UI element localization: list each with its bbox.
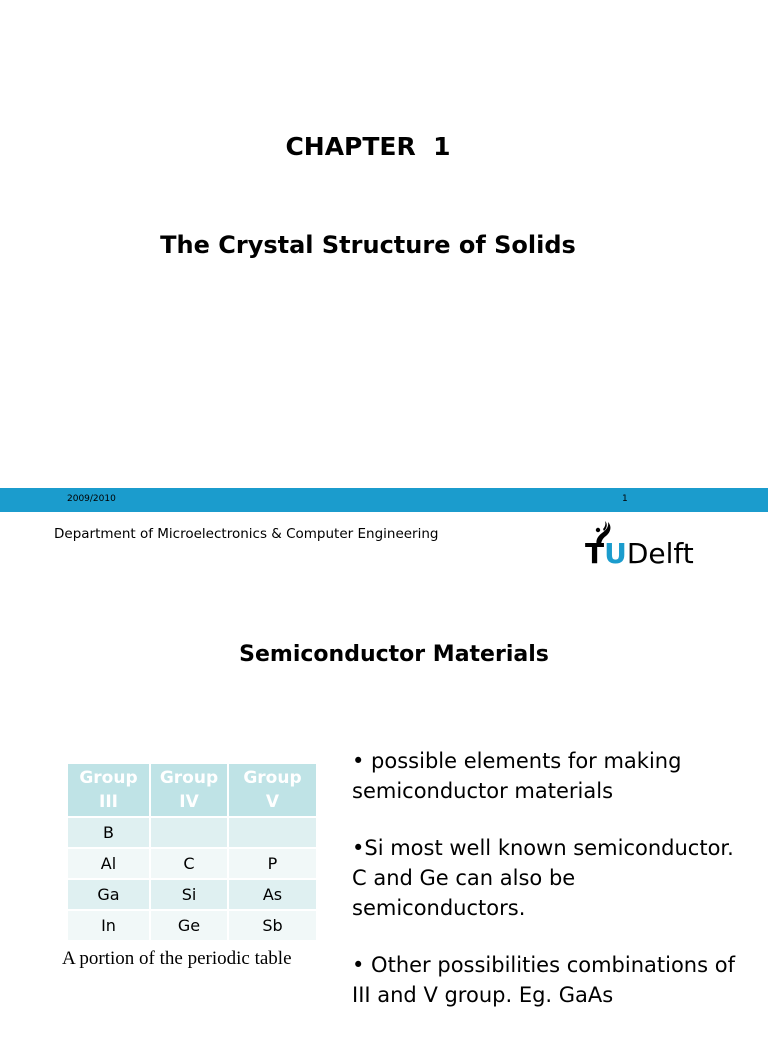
bullet-item: • possible elements for making semiconductor materials (352, 749, 682, 803)
table-row (67, 910, 317, 941)
footer-page-number: 1 (622, 494, 628, 504)
tudelft-wordmark: TUDelft (585, 537, 694, 570)
bullet-item: • Other possibilities combinations of III and V group. Eg. GaAs (352, 953, 735, 1007)
bullet-item: •Si most well known semiconductor. C and Ge can also be semiconductors. (352, 836, 734, 920)
table-cell: Si (150, 879, 228, 910)
tudelft-logo (585, 520, 715, 580)
table-row (67, 817, 317, 848)
table-cell: Ga (67, 879, 150, 910)
table-cell: Al (67, 848, 150, 879)
table-cell: C (150, 848, 228, 879)
table-cell: As (228, 879, 317, 910)
bullet-list (352, 746, 752, 1037)
table-cell: Ge (150, 910, 228, 941)
table-cell: B (67, 817, 150, 848)
department-name: Department of Microelectronics & Computer Engineering (54, 526, 439, 542)
table-header-cell: Group III (67, 763, 150, 817)
table-row (67, 879, 317, 910)
table-row (67, 848, 317, 879)
table-header-cell: Group IV (150, 763, 228, 817)
chapter-subtitle: The Crystal Structure of Solids (160, 231, 576, 259)
footer-date: 2009/2010 (67, 494, 116, 504)
table-cell: P (228, 848, 317, 879)
table-header-row (67, 763, 317, 817)
table-cell: Sb (228, 910, 317, 941)
chapter-title: CHAPTER 1 (285, 132, 451, 161)
slide-chapter-title (0, 0, 768, 512)
footer-bar (0, 488, 768, 512)
table-cell (228, 817, 317, 848)
table-caption: A portion of the periodic table (62, 948, 292, 969)
table-header-cell: Group V (228, 763, 317, 817)
slide-title: Semiconductor Materials (239, 642, 549, 667)
table-cell: In (67, 910, 150, 941)
slide-semiconductor-materials (0, 512, 768, 1024)
table-cell (150, 817, 228, 848)
periodic-table-portion (66, 762, 318, 942)
